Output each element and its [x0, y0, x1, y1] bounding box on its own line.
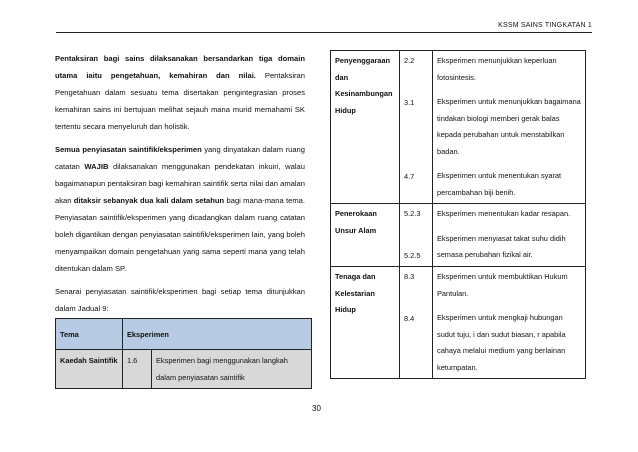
table-row	[56, 350, 312, 389]
p2-bold-c: WAJIB	[84, 162, 109, 171]
exp-text: Eksperimen untuk menunjukkan bagaimana tindakan biologi memberi gerak balas kepada perubahan untuk menstabilkan badan.	[437, 97, 581, 156]
row-numbers	[400, 267, 433, 379]
exp-text: Eksperimen untuk mengkaji hubungan sudut tuju, i dan sudut biasan, r apabila cahaya melalui medium yang berlainan ketumpatan.	[437, 313, 566, 372]
paragraph-assessment	[55, 50, 305, 135]
row-number: 1.6	[123, 350, 152, 389]
p2-bold-a: Semua penyiasatan saintifik/eksperimen	[55, 145, 202, 154]
header-title: KSSM SAINS TINGKATAN 1	[498, 22, 592, 29]
p2-text-f: bagi mana-mana tema. Penyiasatan saintifik/eksperimen yang dicadangkan dalam ruang catatan boleh digantikan dengan penyiasatan saintifik/eksperimen lain, yang boleh menyampaikan domain pengetahuan yang sama seperti mana yang telah ditentukan dalam SP.	[55, 196, 306, 273]
table-header-row	[56, 319, 312, 350]
paragraph-assessment-bold: Pentaksiran bagi sains dilaksanakan bersandarkan tiga domain utama iaitu pengetahuan, kemahiran dan nilai.	[55, 54, 305, 80]
exp-number: 4.7	[404, 172, 415, 181]
experiment-table-right	[330, 50, 586, 379]
row-experiments	[433, 51, 586, 204]
table-row	[331, 204, 586, 267]
paragraph-list-intro: Senarai penyiasatan saintifik/eksperimen bagi setiap tema ditunjukkan dalam Jadual 9:	[55, 287, 305, 313]
page-number: 30	[312, 404, 321, 413]
table-row	[331, 51, 586, 204]
exp-text: Eksperimen menyiasat takat suhu didih semasa perubahan fizikal air.	[437, 233, 566, 259]
p2-text-b: yang dinyatakan dalam ruang catatan	[55, 145, 305, 171]
row-experiments	[433, 267, 586, 379]
row-numbers	[400, 204, 433, 267]
header-eksperimen: Eksperimen	[123, 319, 312, 350]
exp-text: Eksperimen untuk membuktikan Hukum Pantulan.	[437, 272, 568, 298]
experiment-table-left	[55, 318, 312, 389]
row-tema: Kaedah Saintifik	[56, 350, 123, 389]
exp-number: 5.2.3	[404, 209, 421, 218]
exp-number: 8.4	[404, 313, 415, 323]
exp-text: Eksperimen menentukan kadar resapan.	[437, 209, 571, 218]
table-row	[331, 267, 586, 379]
header-rule	[56, 32, 592, 33]
row-tema: Penyenggaraan dan Kesinambungan Hidup	[331, 51, 400, 204]
header-tema: Tema	[56, 319, 123, 350]
exp-number: 8.3	[404, 272, 415, 281]
exp-number: 3.1	[404, 97, 415, 107]
exp-number: 5.2.5	[404, 250, 421, 260]
row-numbers	[400, 51, 433, 204]
exp-number: 2.2	[404, 56, 415, 65]
exp-text: Eksperimen menunjukkan keperluan fotosintesis.	[437, 56, 557, 82]
paragraph-assessment-text: Pentaksiran Pengetahuan dalam sesuatu tema disertakan pengintegrasian proses kemahiran sains ini bertujuan melihat sejauh mana murid memahami SK tertentu secara menyeluruh dan holistik.	[55, 71, 305, 131]
p2-text-d: dilaksanakan menggunakan pendekatan inkuiri, walau bagaimanapun pentaksiran bagi kemahiran saintifik serta nilai dan amalan akan	[55, 162, 305, 205]
page-header	[0, 0, 638, 44]
row-tema: Tenaga dan Kelestarian Hidup	[331, 267, 400, 379]
left-column	[55, 50, 305, 334]
exp-text: Eksperimen untuk menentukan syarat percambahan biji benih.	[437, 171, 562, 197]
p2-bold-e: ditaksir sebanyak dua kali dalam setahun	[73, 196, 225, 205]
row-tema: Penerokaan Unsur Alam	[331, 204, 400, 267]
row-experiments	[433, 204, 586, 267]
paragraph-investigations	[55, 141, 305, 277]
row-experiment: Eksperimen bagi menggunakan langkah dalam penyiasatan saintifik	[152, 350, 312, 389]
